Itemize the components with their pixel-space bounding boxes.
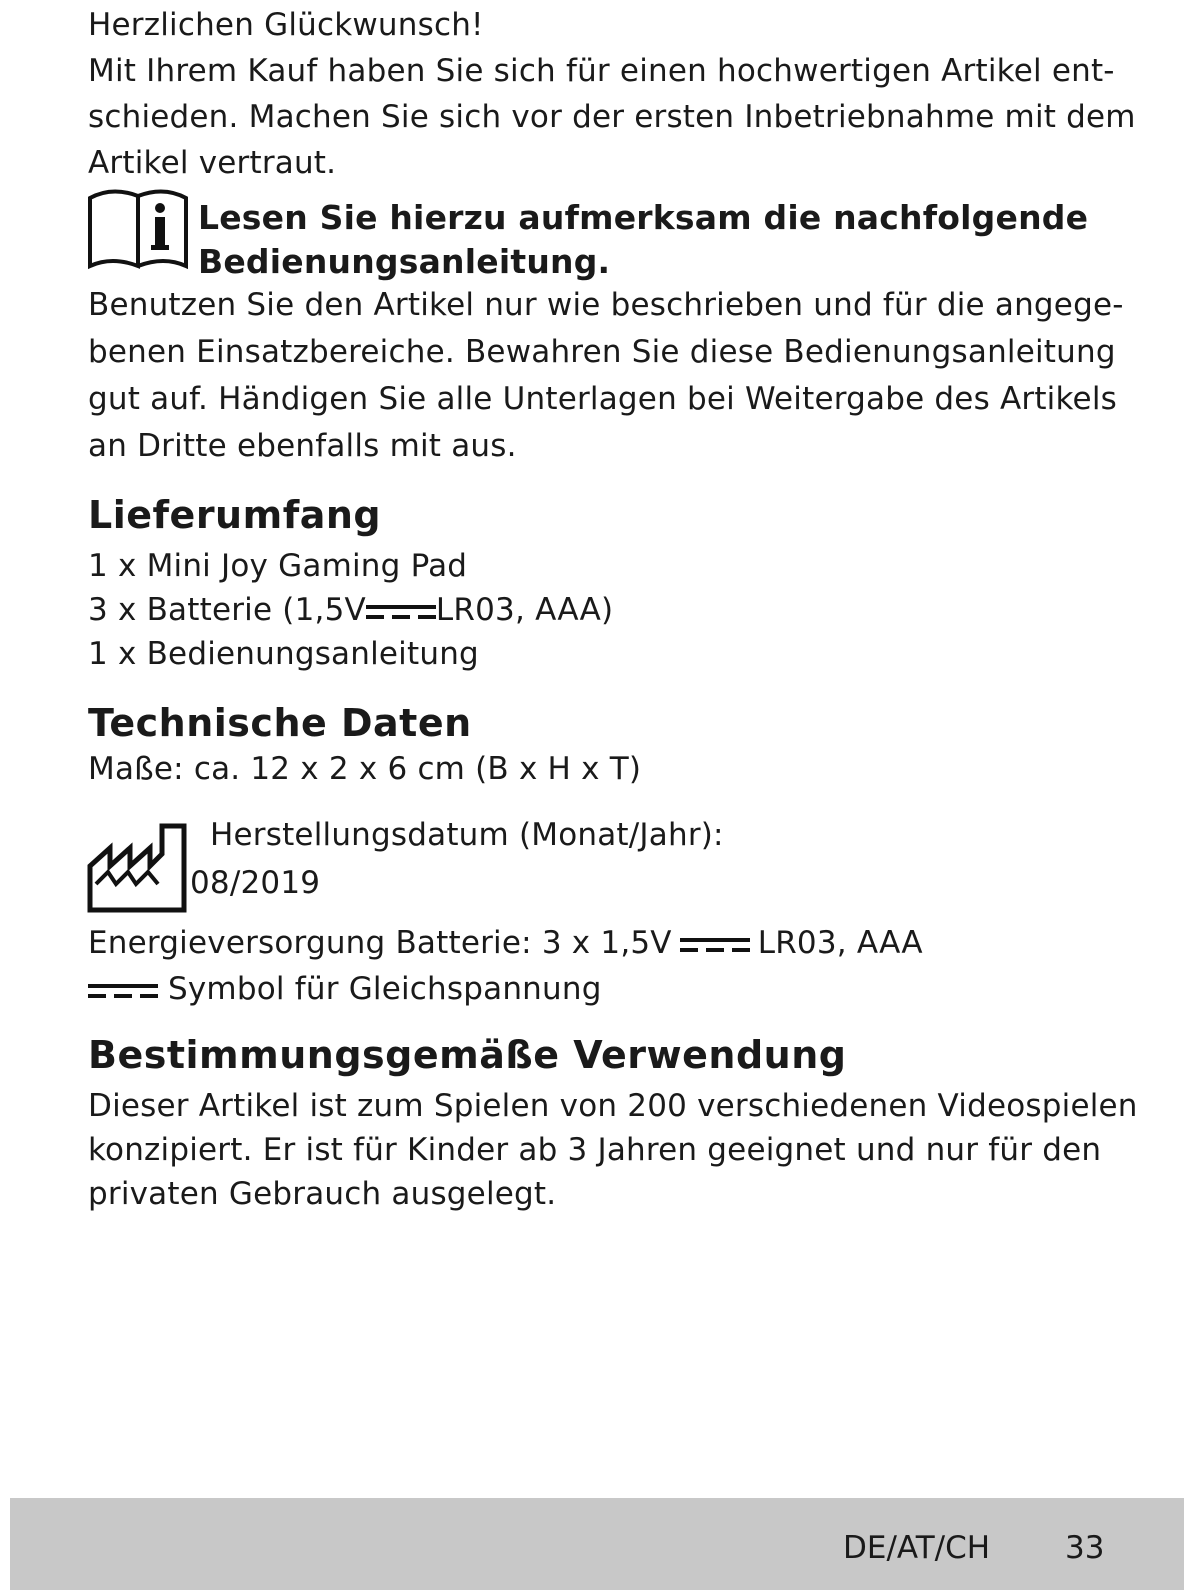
intended-use-paragraph: [88, 1084, 1138, 1216]
scope-heading: Lieferumfang: [88, 493, 382, 537]
footer-bar: [10, 1498, 1184, 1590]
intended-use-line: Dieser Artikel ist zum Spielen von 200 verschiedenen Videospielen: [88, 1088, 1138, 1124]
power-line: [88, 920, 1126, 966]
dc-legend: Symbol für Gleichspannung: [168, 971, 602, 1007]
notice-line: Bedienungsanleitung.: [198, 242, 611, 281]
intro-line: Mit Ihrem Kauf haben Sie sich für einen hochwertigen Artikel ent-: [88, 53, 1115, 89]
dc-legend-line: [88, 966, 1126, 1012]
manufacture-label-block: [210, 812, 1126, 858]
direct-current-icon: [366, 602, 436, 622]
intro-paragraph: [88, 2, 1136, 186]
battery-item-suffix: LR03, AAA): [435, 592, 614, 628]
direct-current-icon: [680, 935, 750, 955]
technical-heading: Technische Daten: [88, 701, 472, 745]
manual-info-icon: [86, 184, 190, 270]
list-item: 1 x Mini Joy Gaming Pad: [88, 548, 468, 584]
greeting: Herzlichen Glückwunsch!: [88, 7, 484, 43]
usage-line: an Dritte ebenfalls mit aus.: [88, 428, 517, 464]
power-suffix: LR03, AAA: [757, 925, 923, 961]
manufacture-label: Herstellungsdatum (Monat/Jahr):: [210, 817, 724, 853]
power-prefix: Energieversorgung Batterie: 3 x 1,5V: [88, 925, 672, 961]
intro-line: schieden. Machen Sie sich vor der ersten Inbetriebnahme mit dem: [88, 99, 1136, 135]
manufacture-date: 08/2019: [190, 865, 321, 901]
power-supply: [88, 920, 1126, 1012]
usage-line: Benutzen Sie den Artikel nur wie beschrieben und für die angege-: [88, 287, 1124, 323]
footer-region: DE/AT/CH: [843, 1530, 991, 1566]
page-number: 33: [1065, 1530, 1105, 1566]
factory-icon: [86, 822, 188, 914]
read-instructions-notice: [198, 196, 1126, 284]
scope-list: [88, 544, 1126, 676]
intended-use-heading: Bestimmungsgemäße Verwendung: [88, 1033, 847, 1077]
list-item: [88, 588, 1126, 632]
dimensions: [88, 746, 1126, 792]
usage-line: benen Einsatzbereiche. Bewahren Sie diese Bedienungsanleitung: [88, 334, 1116, 370]
intended-use-line: konzipiert. Er ist für Kinder ab 3 Jahren geeignet und nur für den: [88, 1132, 1102, 1168]
intro-line: Artikel vertraut.: [88, 145, 337, 181]
battery-item-prefix: 3 x Batterie (1,5V: [88, 592, 366, 628]
usage-paragraph: [88, 282, 1126, 470]
list-item: 1 x Bedienungsanleitung: [88, 636, 479, 672]
dimensions-text: Maße: ca. 12 x 2 x 6 cm (B x H x T): [88, 751, 642, 787]
direct-current-icon: [88, 981, 158, 1001]
notice-line: Lesen Sie hierzu aufmerksam die nachfolgende: [198, 198, 1089, 237]
intended-use-line: privaten Gebrauch ausgelegt.: [88, 1176, 557, 1212]
usage-line: gut auf. Händigen Sie alle Unterlagen bei Weitergabe des Artikels: [88, 381, 1117, 417]
manufacture-date-block: [190, 860, 1126, 906]
